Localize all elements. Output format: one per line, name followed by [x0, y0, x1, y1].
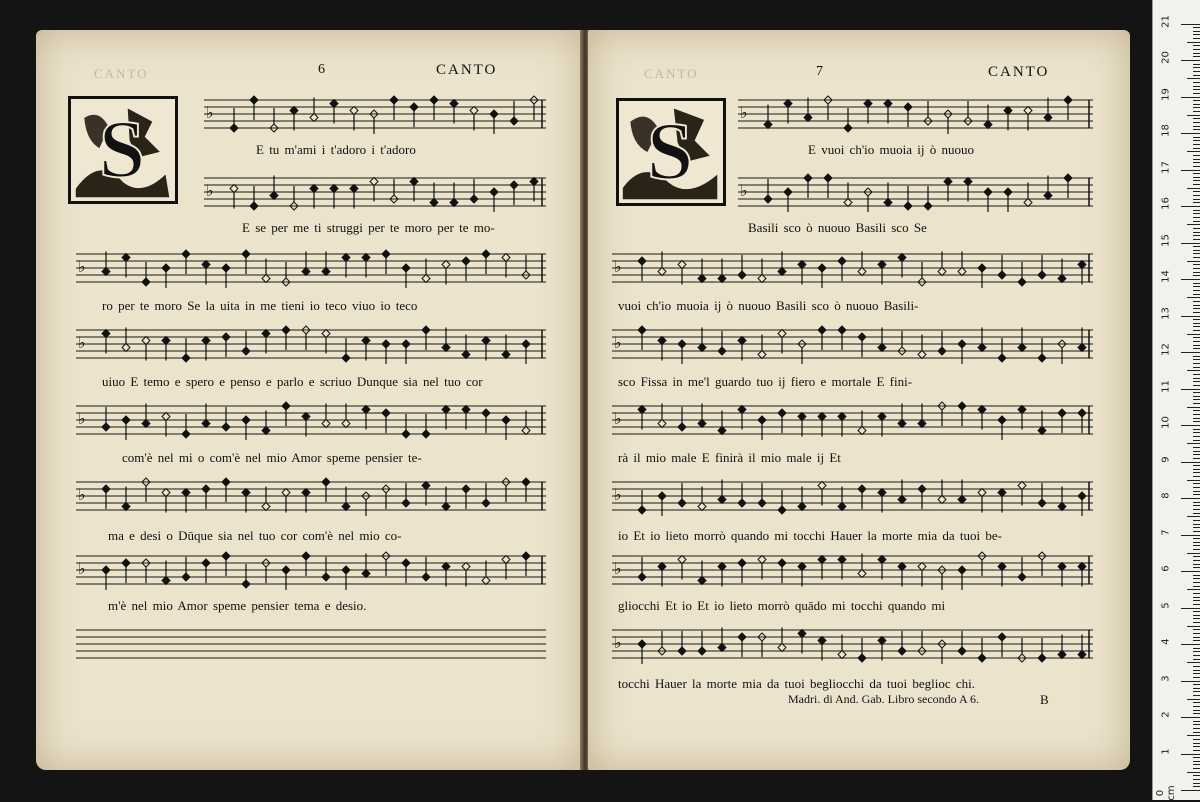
lyric-line-right-2: Basili sco ò nuouo Basili sco Se: [748, 220, 927, 235]
svg-text:♭: ♭: [740, 103, 748, 122]
ruler-tick: [1193, 199, 1200, 200]
ruler-tick: [1193, 363, 1200, 364]
ruler-tick: [1193, 465, 1200, 466]
ruler-tick: [1187, 224, 1200, 225]
ruler-tick: [1193, 294, 1200, 295]
ruler-label: 12: [1160, 343, 1172, 356]
ruler-tick: [1193, 451, 1200, 452]
ruler-tick: [1193, 575, 1200, 576]
svg-text:♭: ♭: [614, 485, 622, 504]
lyric-line-left-2: E se per me ti struggi per te moro per te mo-: [242, 220, 495, 235]
ruler-tick: [1193, 637, 1200, 638]
ruler-tick: [1193, 538, 1200, 539]
ruler-tick: [1181, 133, 1200, 134]
ruler-tick: [1193, 684, 1200, 685]
ruler-tick: [1193, 695, 1200, 696]
ruler-tick: [1193, 381, 1200, 382]
ruler-tick: [1193, 239, 1200, 240]
ruler-tick: [1181, 352, 1200, 353]
ruler-tick: [1193, 166, 1200, 167]
ruler-label: 0 cm: [1155, 785, 1177, 801]
ruler-label: 3: [1160, 674, 1172, 682]
ruler-tick: [1181, 97, 1200, 98]
music-staff: [76, 552, 546, 590]
ruler-tick: [1193, 549, 1200, 550]
ruler-tick: [1193, 210, 1200, 211]
ruler-tick: [1193, 783, 1200, 784]
ruler-label: 13: [1160, 306, 1172, 320]
ruler-tick: [1193, 202, 1200, 203]
ruler-label: 9: [1160, 455, 1172, 463]
ruler-tick: [1193, 509, 1200, 510]
ruler-tick: [1193, 184, 1200, 185]
ruler-tick: [1193, 618, 1200, 619]
ruler-tick: [1193, 126, 1200, 127]
ruler-label: 5: [1160, 601, 1172, 609]
ruler-tick: [1187, 516, 1200, 517]
ruler-tick: [1193, 107, 1200, 108]
ruler-tick: [1181, 535, 1200, 536]
ruler-tick: [1193, 527, 1200, 528]
ruler-tick: [1193, 257, 1200, 258]
lyric-line-right-3: vuoi ch'io muoia ij ò nuouo Basili sco ò nuouo Basili-: [618, 298, 919, 313]
lyric-line-right-7: gliocchi Et io Et io lieto morrò quādo mi tocchi quando mi: [618, 598, 946, 613]
ruler-tick: [1193, 483, 1200, 484]
ruler-tick: [1193, 688, 1200, 689]
music-staff: [612, 326, 1093, 364]
ruler-tick: [1193, 677, 1200, 678]
ruler-tick: [1193, 560, 1200, 561]
ruler-tick: [1193, 56, 1200, 57]
signature-mark: B: [1040, 692, 1049, 707]
ruler-tick: [1193, 648, 1200, 649]
ruler-tick: [1193, 761, 1200, 762]
left-page: [36, 30, 582, 770]
ruler-tick: [1193, 622, 1200, 623]
ruler-tick: [1193, 268, 1200, 269]
ruler-tick: [1193, 593, 1200, 594]
ruler-tick: [1193, 502, 1200, 503]
ruler-tick: [1193, 53, 1200, 54]
right-page: [588, 30, 1130, 770]
ruler-label: 16: [1160, 197, 1172, 210]
svg-text:♭: ♭: [614, 559, 622, 578]
ruler-label: 14: [1160, 270, 1172, 283]
ruler-label: 20: [1160, 51, 1172, 64]
ruler-label: 10: [1160, 416, 1172, 429]
ruler-tick: [1193, 45, 1200, 46]
lyric-line-left-3: ro per te moro Se la uita in me tieni io teco viuo io teco: [102, 298, 418, 313]
ruler-tick: [1193, 264, 1200, 265]
ruler-tick: [1181, 790, 1200, 791]
staves-left: [36, 30, 582, 770]
ruler-tick: [1193, 75, 1200, 76]
ruler-tick: [1193, 118, 1200, 119]
ruler-tick: [1187, 662, 1200, 663]
svg-text:♭: ♭: [78, 559, 86, 578]
ruler-tick: [1193, 290, 1200, 291]
ruler-tick: [1193, 27, 1200, 28]
music-staff: [738, 96, 1093, 134]
ruler-tick: [1193, 542, 1200, 543]
ruler-tick: [1193, 93, 1200, 94]
ruler-tick: [1181, 389, 1200, 390]
ruler-tick: [1193, 111, 1200, 112]
ruler-tick: [1193, 137, 1200, 138]
ruler-tick: [1193, 330, 1200, 331]
ruler-tick: [1187, 151, 1200, 152]
ruler-tick: [1193, 710, 1200, 711]
ruler-tick: [1181, 498, 1200, 499]
voice-label-right: CANTO: [988, 64, 1050, 80]
ruler-tick: [1193, 129, 1200, 130]
ruler-tick: [1193, 578, 1200, 579]
ruler-tick: [1193, 359, 1200, 360]
ruler-tick: [1193, 312, 1200, 313]
ruler-tick: [1193, 440, 1200, 441]
music-staff: [76, 478, 546, 516]
ruler-label: 15: [1160, 233, 1172, 247]
ruler-tick: [1193, 721, 1200, 722]
ruler-tick: [1193, 505, 1200, 506]
ruler-tick: [1187, 735, 1200, 736]
initial-letter-right: S: [646, 104, 694, 197]
ruler-tick: [1193, 750, 1200, 751]
ruler-tick: [1187, 772, 1200, 773]
ruler-tick: [1193, 659, 1200, 660]
ruler-tick: [1187, 589, 1200, 590]
ruler-tick: [1193, 89, 1200, 90]
ruler-tick: [1193, 250, 1200, 251]
ruler-tick: [1193, 213, 1200, 214]
ruler-tick: [1193, 64, 1200, 65]
ruler-tick: [1193, 600, 1200, 601]
music-staff: [612, 480, 1093, 517]
svg-text:♭: ♭: [740, 181, 748, 200]
ruler-tick: [1187, 626, 1200, 627]
ruler-tick: [1193, 341, 1200, 342]
svg-text:♭: ♭: [206, 103, 214, 122]
ruler-tick: [1181, 644, 1200, 645]
lyric-line-right-6: io Et io lieto morrò quando mi tocchi Hauer la morte mia da tuoi be-: [618, 528, 1002, 543]
music-staff: [612, 402, 1093, 440]
music-staff: [76, 630, 546, 658]
ruler-tick: [1187, 297, 1200, 298]
ruler-tick: [1193, 337, 1200, 338]
staves-right: [588, 30, 1130, 770]
page-number-left: 6: [318, 62, 327, 77]
voice-label-left: CANTO: [436, 62, 498, 78]
music-staff: [76, 250, 546, 288]
ruler-tick: [1193, 31, 1200, 32]
ruler-tick: [1193, 232, 1200, 233]
ruler-tick: [1181, 681, 1200, 682]
ruler-tick: [1193, 67, 1200, 68]
ruler-tick: [1193, 487, 1200, 488]
ruler-tick: [1193, 582, 1200, 583]
ruler-tick: [1181, 717, 1200, 718]
ruler-tick: [1187, 334, 1200, 335]
ruler-tick: [1181, 316, 1200, 317]
ruler-tick: [1193, 421, 1200, 422]
ruler-tick: [1193, 670, 1200, 671]
ruler-tick: [1193, 768, 1200, 769]
ruler-tick: [1193, 253, 1200, 254]
music-staff: [612, 252, 1093, 289]
ruler-tick: [1193, 374, 1200, 375]
ruler-tick: [1181, 279, 1200, 280]
ruler-tick: [1193, 378, 1200, 379]
ruler-tick: [1193, 410, 1200, 411]
ruler-tick: [1193, 155, 1200, 156]
music-staff: [76, 326, 546, 364]
ruler-tick: [1193, 447, 1200, 448]
ruler-label: 8: [1160, 492, 1172, 499]
ruler-label: 1: [1160, 747, 1172, 755]
ruler-label: 11: [1160, 379, 1172, 393]
ruler-tick: [1193, 469, 1200, 470]
ruler-tick: [1181, 170, 1200, 171]
ruler-tick: [1193, 655, 1200, 656]
music-staff: [204, 96, 546, 134]
ruler-tick: [1193, 491, 1200, 492]
ruler-tick: [1193, 651, 1200, 652]
ruler-tick: [1187, 370, 1200, 371]
ruler-tick: [1193, 140, 1200, 141]
ruler-tick: [1181, 462, 1200, 463]
lyric-line-left-6: ma e desi o Dūque sia nel tuo cor com'è nel mio co-: [108, 528, 402, 543]
running-head-left: CANTO: [94, 66, 149, 81]
ruler-tick: [1193, 191, 1200, 192]
lyric-line-left-4: uiuo E temo e spero e penso e parlo e scriuo Dunque sia nel tuo cor: [102, 374, 483, 389]
ruler-tick: [1181, 571, 1200, 572]
ruler-tick: [1193, 301, 1200, 302]
ruler-tick: [1181, 754, 1200, 755]
lyric-line-left-1: E tu m'ami i t'adoro i t'adoro: [256, 142, 416, 157]
svg-text:♭: ♭: [614, 333, 622, 352]
ruler-tick: [1193, 739, 1200, 740]
ruler-tick: [1193, 586, 1200, 587]
ruler-tick: [1193, 122, 1200, 123]
ruler-tick: [1193, 49, 1200, 50]
svg-text:♭: ♭: [78, 257, 86, 276]
ruler-tick: [1193, 702, 1200, 703]
ruler-tick: [1193, 392, 1200, 393]
ruler-tick: [1193, 746, 1200, 747]
music-staff: [738, 174, 1093, 212]
ruler-tick: [1193, 691, 1200, 692]
ruler-tick: [1193, 531, 1200, 532]
ruler-tick: [1193, 235, 1200, 236]
ruler-tick: [1193, 71, 1200, 72]
music-staff: [612, 552, 1093, 590]
ruler-tick: [1193, 283, 1200, 284]
svg-text:♭: ♭: [206, 181, 214, 200]
ruler-tick: [1187, 699, 1200, 700]
measuring-ruler: [1152, 0, 1200, 800]
ruler-tick: [1193, 319, 1200, 320]
lyric-line-left-7: m'è nel mio Amor speme pensier tema e desio.: [108, 598, 367, 613]
ruler-tick: [1193, 545, 1200, 546]
ruler-tick: [1193, 728, 1200, 729]
ruler-tick: [1181, 24, 1200, 25]
ruler-label: 21: [1160, 14, 1172, 28]
ruler-tick: [1193, 429, 1200, 430]
ruler-tick: [1193, 272, 1200, 273]
ruler-tick: [1193, 345, 1200, 346]
lyric-line-left-5: com'è nel mi o com'è nel mio Amor speme pensier te-: [122, 450, 422, 465]
ruler-tick: [1193, 611, 1200, 612]
ruler-label: 7: [1160, 528, 1172, 536]
svg-text:♭: ♭: [78, 409, 86, 428]
ruler-tick: [1193, 286, 1200, 287]
ruler-tick: [1187, 407, 1200, 408]
svg-text:♭: ♭: [78, 333, 86, 352]
ruler-tick: [1193, 173, 1200, 174]
ruler-tick: [1193, 385, 1200, 386]
lyric-line-right-1: E vuoi ch'io muoia ij ò nuouo: [808, 142, 974, 157]
lyric-line-right-4: sco Fissa in me'l guardo tuo ij fiero e mortale E fini-: [618, 374, 913, 389]
svg-text:♭: ♭: [78, 485, 86, 504]
music-staff: [204, 176, 546, 213]
svg-text:♭: ♭: [614, 409, 622, 428]
ruler-tick: [1193, 732, 1200, 733]
ruler-tick: [1181, 60, 1200, 61]
ruler-tick: [1193, 673, 1200, 674]
music-staff: [76, 402, 546, 440]
ruler-tick: [1193, 629, 1200, 630]
ruler-tick: [1193, 713, 1200, 714]
ruler-tick: [1193, 100, 1200, 101]
ruler-tick: [1181, 425, 1200, 426]
ruler-label: 17: [1160, 160, 1172, 174]
ruler-tick: [1193, 615, 1200, 616]
ruler-tick: [1193, 38, 1200, 39]
ruler-tick: [1193, 706, 1200, 707]
ruler-tick: [1187, 480, 1200, 481]
ruler-tick: [1193, 180, 1200, 181]
ruler-tick: [1193, 367, 1200, 368]
ruler-tick: [1193, 104, 1200, 105]
svg-text:♭: ♭: [614, 257, 622, 276]
ruler-tick: [1193, 779, 1200, 780]
ruler-tick: [1193, 159, 1200, 160]
ruler-tick: [1193, 246, 1200, 247]
ruler-tick: [1193, 305, 1200, 306]
ruler-tick: [1193, 326, 1200, 327]
ruler-tick: [1193, 396, 1200, 397]
ruler-label: 6: [1160, 565, 1172, 572]
page-number-right: 7: [816, 64, 825, 79]
ruler-tick: [1193, 724, 1200, 725]
ruler-tick: [1187, 188, 1200, 189]
ruler-tick: [1193, 567, 1200, 568]
ruler-tick: [1193, 418, 1200, 419]
ruler-tick: [1193, 764, 1200, 765]
ruler-tick: [1193, 757, 1200, 758]
ruler-label: 4: [1160, 638, 1172, 645]
ruler-tick: [1193, 775, 1200, 776]
ruler-label: 18: [1160, 124, 1172, 137]
ruler-tick: [1187, 553, 1200, 554]
ruler-tick: [1193, 458, 1200, 459]
ruler-tick: [1193, 743, 1200, 744]
ruler-tick: [1193, 217, 1200, 218]
ruler-tick: [1181, 206, 1200, 207]
ruler-tick: [1193, 221, 1200, 222]
ruler-tick: [1193, 195, 1200, 196]
ruler-tick: [1193, 162, 1200, 163]
ruler-label: 2: [1160, 711, 1172, 718]
ruler-tick: [1193, 34, 1200, 35]
ruler-tick: [1193, 403, 1200, 404]
ruler-tick: [1193, 323, 1200, 324]
ruler-tick: [1187, 42, 1200, 43]
ruler-tick: [1193, 86, 1200, 87]
ruler-tick: [1193, 414, 1200, 415]
ruler-tick: [1193, 177, 1200, 178]
ruler-tick: [1193, 144, 1200, 145]
ruler-tick: [1193, 640, 1200, 641]
music-staff: [612, 628, 1093, 665]
ruler-label: 19: [1160, 87, 1172, 101]
ruler-tick: [1193, 494, 1200, 495]
ruler-tick: [1193, 604, 1200, 605]
ruler-tick: [1193, 524, 1200, 525]
ruler-tick: [1193, 436, 1200, 437]
ruler-tick: [1193, 666, 1200, 667]
initial-letter-left: S: [98, 102, 146, 195]
ruler-tick: [1193, 556, 1200, 557]
ruler-tick: [1187, 261, 1200, 262]
lyric-line-right-5: rà il mio male E finirà il mio male ij Et: [618, 450, 841, 465]
ruler-tick: [1193, 454, 1200, 455]
ruler-tick: [1193, 597, 1200, 598]
ruler-tick: [1181, 608, 1200, 609]
ruler-tick: [1193, 472, 1200, 473]
ruler-tick: [1193, 275, 1200, 276]
ruler-tick: [1193, 356, 1200, 357]
ruler-tick: [1193, 148, 1200, 149]
ruler-tick: [1193, 432, 1200, 433]
svg-text:♭: ♭: [614, 633, 622, 652]
lyric-line-right-8: tocchi Hauer la morte mia da tuoi begliocchi da tuoi beglioc chi.: [618, 676, 975, 691]
ruler-tick: [1193, 786, 1200, 787]
ruler-tick: [1181, 243, 1200, 244]
ruler-tick: [1193, 633, 1200, 634]
ruler-tick: [1193, 520, 1200, 521]
running-head-right: CANTO: [644, 66, 699, 81]
ruler-tick: [1193, 513, 1200, 514]
ruler-tick: [1193, 348, 1200, 349]
ruler-tick: [1193, 228, 1200, 229]
ruler-tick: [1193, 82, 1200, 83]
colophon: Madri. di And. Gab. Libro secondo A 6.: [788, 692, 979, 706]
ruler-tick: [1193, 399, 1200, 400]
ruler-tick: [1193, 476, 1200, 477]
ruler-tick: [1187, 443, 1200, 444]
ruler-tick: [1193, 308, 1200, 309]
ruler-tick: [1187, 78, 1200, 79]
ruler-tick: [1193, 564, 1200, 565]
ruler-tick: [1187, 115, 1200, 116]
